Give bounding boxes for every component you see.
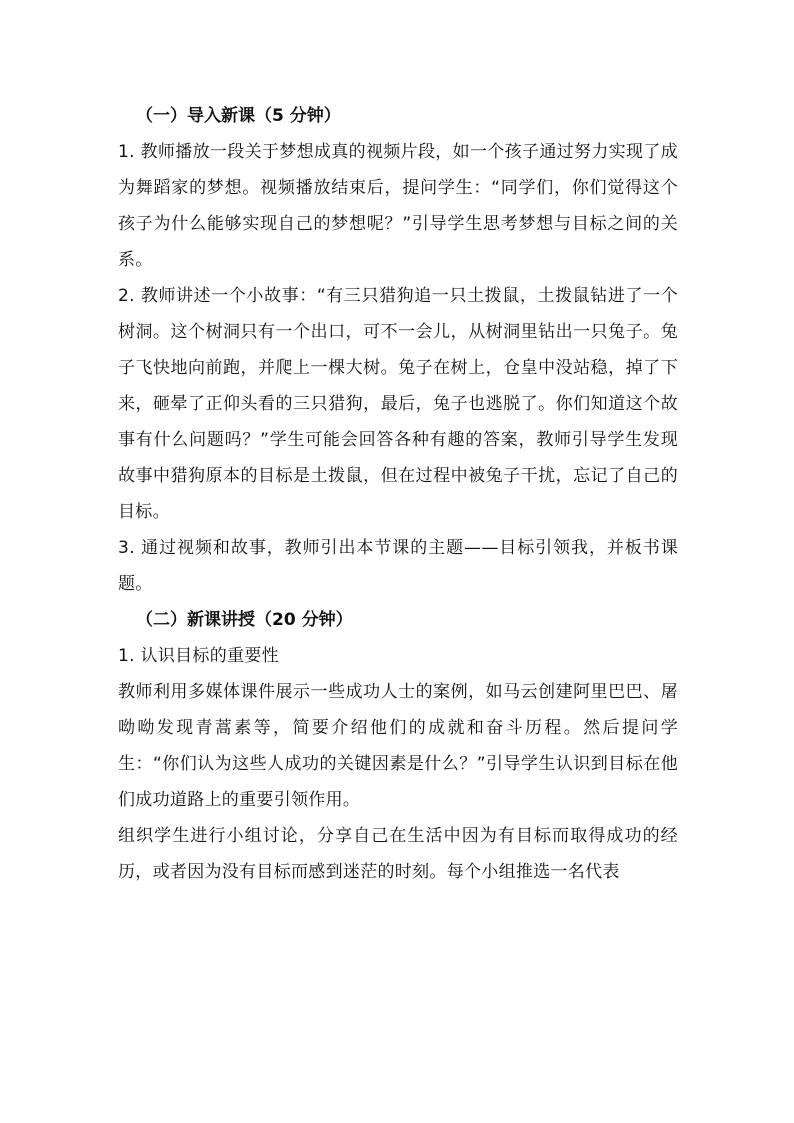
- section-heading-intro: （一）导入新课（5 分钟）: [136, 106, 341, 126]
- paragraph-video-question: 1. 教师播放一段关于梦想成真的视频片段，如一个孩子通过努力实现了成为舞蹈家的梦想。视频播放结束后，提问学生：“同学们，你们觉得这个孩子为什么能够实现自己的梦想呢？”引导学生思考梦想与目标之间的关系。: [118, 142, 678, 270]
- paragraph-group-discussion: 组织学生进行小组讨论，分享自己在生活中因为有目标而取得成功的经历，或者因为没有目标而感到迷茫的时刻。每个小组推选一名代表: [118, 826, 678, 882]
- paragraph-success-cases: 教师利用多媒体课件展示一些成功人士的案例，如马云创建阿里巴巴、屠呦呦发现青蒿素等，简要介绍他们的成就和奋斗历程。然后提问学生：“你们认为这些人成功的关键因素是什么？”引导学生认识到目标在他们成功道路上的重要引领作用。: [118, 682, 678, 810]
- document-body: [118, 98, 678, 890]
- paragraph-topic-intro: 3. 通过视频和故事，教师引出本节课的主题——目标引领我，并板书课题。: [118, 538, 678, 594]
- subheading-goal-importance: 1. 认识目标的重要性: [118, 646, 279, 666]
- section-heading-new-lesson: （二）新课讲授（20 分钟）: [136, 610, 353, 630]
- paragraph-hound-story: 2. 教师讲述一个小故事：“有三只猎狗追一只土拨鼠，土拨鼠钻进了一个树洞。这个树洞只有一个出口，可不一会儿，从树洞里钻出一只兔子。兔子飞快地向前跑，并爬上一棵大树。兔子在树上，仓皇中没站稳，掉了下来，砸晕了正仰头看的三只猎狗，最后，兔子也逃脱了。你们知道这个故事有什么问题吗？”学生可能会回答各种有趣的答案，教师引导学生发现故事中猎狗原本的目标是土拨鼠，但在过程中被兔子干扰，忘记了自己的目标。: [118, 286, 678, 522]
